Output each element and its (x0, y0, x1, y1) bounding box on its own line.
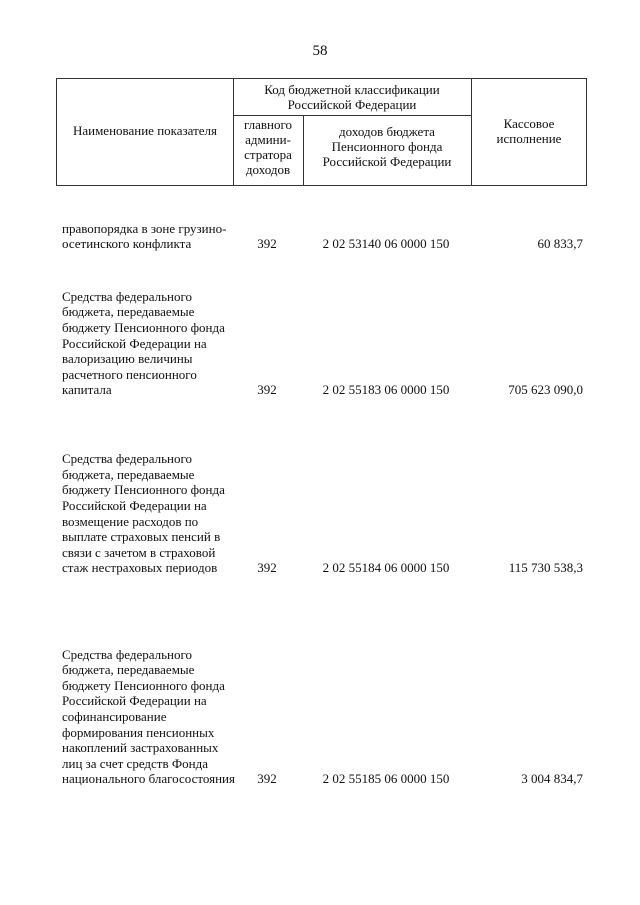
row-revenue-code: 2 02 53140 06 0000 150 (322, 236, 450, 252)
row-revenue-code: 2 02 55185 06 0000 150 (322, 771, 450, 787)
table-row (56, 404, 587, 576)
table-row (56, 262, 587, 398)
row-amount: 60 833,7 (537, 236, 583, 252)
row-name: Средства федерального бюджета, передаваемые бюджету Пенсионного фонда Российской Федерации на софинансирование формирования пенсионных накоплений застрахованных лиц за счет средств Фонда национального благосостояния (62, 646, 235, 787)
row-amount: 3 004 834,7 (521, 771, 583, 787)
row-admin-code: 392 (257, 382, 277, 398)
page-number: 58 (312, 43, 328, 59)
header-indicator-name: Наименование показателя (72, 123, 218, 138)
row-admin-code: 392 (257, 236, 277, 252)
header-divider (233, 115, 471, 116)
header-revenue-code: доходов бюджета Пенсионного фонда Российской Федерации (322, 124, 452, 169)
row-admin-code: 392 (257, 771, 277, 787)
row-name: Средства федерального бюджета, передаваемые бюджету Пенсионного фонда Российской Федерации на валоризацию величины расчетного пенсионного капитала (62, 288, 225, 398)
row-amount: 705 623 090,0 (508, 382, 583, 398)
table-row (56, 582, 587, 787)
header-cash-execution: Кассовое исполнение (496, 116, 562, 146)
table-row (56, 200, 587, 252)
row-name: правопорядка в зоне грузино-осетинского конфликта (62, 220, 227, 252)
row-admin-code: 392 (257, 560, 277, 576)
row-name: Средства федерального бюджета, передаваемые бюджету Пенсионного фонда Российской Федерации на возмещение расходов по выплате страховых пенсий в связи с зачетом в страховой стаж нестраховых периодов (62, 451, 225, 576)
row-revenue-code: 2 02 55183 06 0000 150 (322, 382, 450, 398)
table-header (56, 78, 587, 186)
row-revenue-code: 2 02 55184 06 0000 150 (322, 560, 450, 576)
header-budget-code: Код бюджетной классификации Российской Федерации (264, 82, 440, 112)
row-amount: 115 730 538,3 (508, 560, 583, 576)
header-admin-code: главного админи-стратора доходов (243, 117, 293, 177)
